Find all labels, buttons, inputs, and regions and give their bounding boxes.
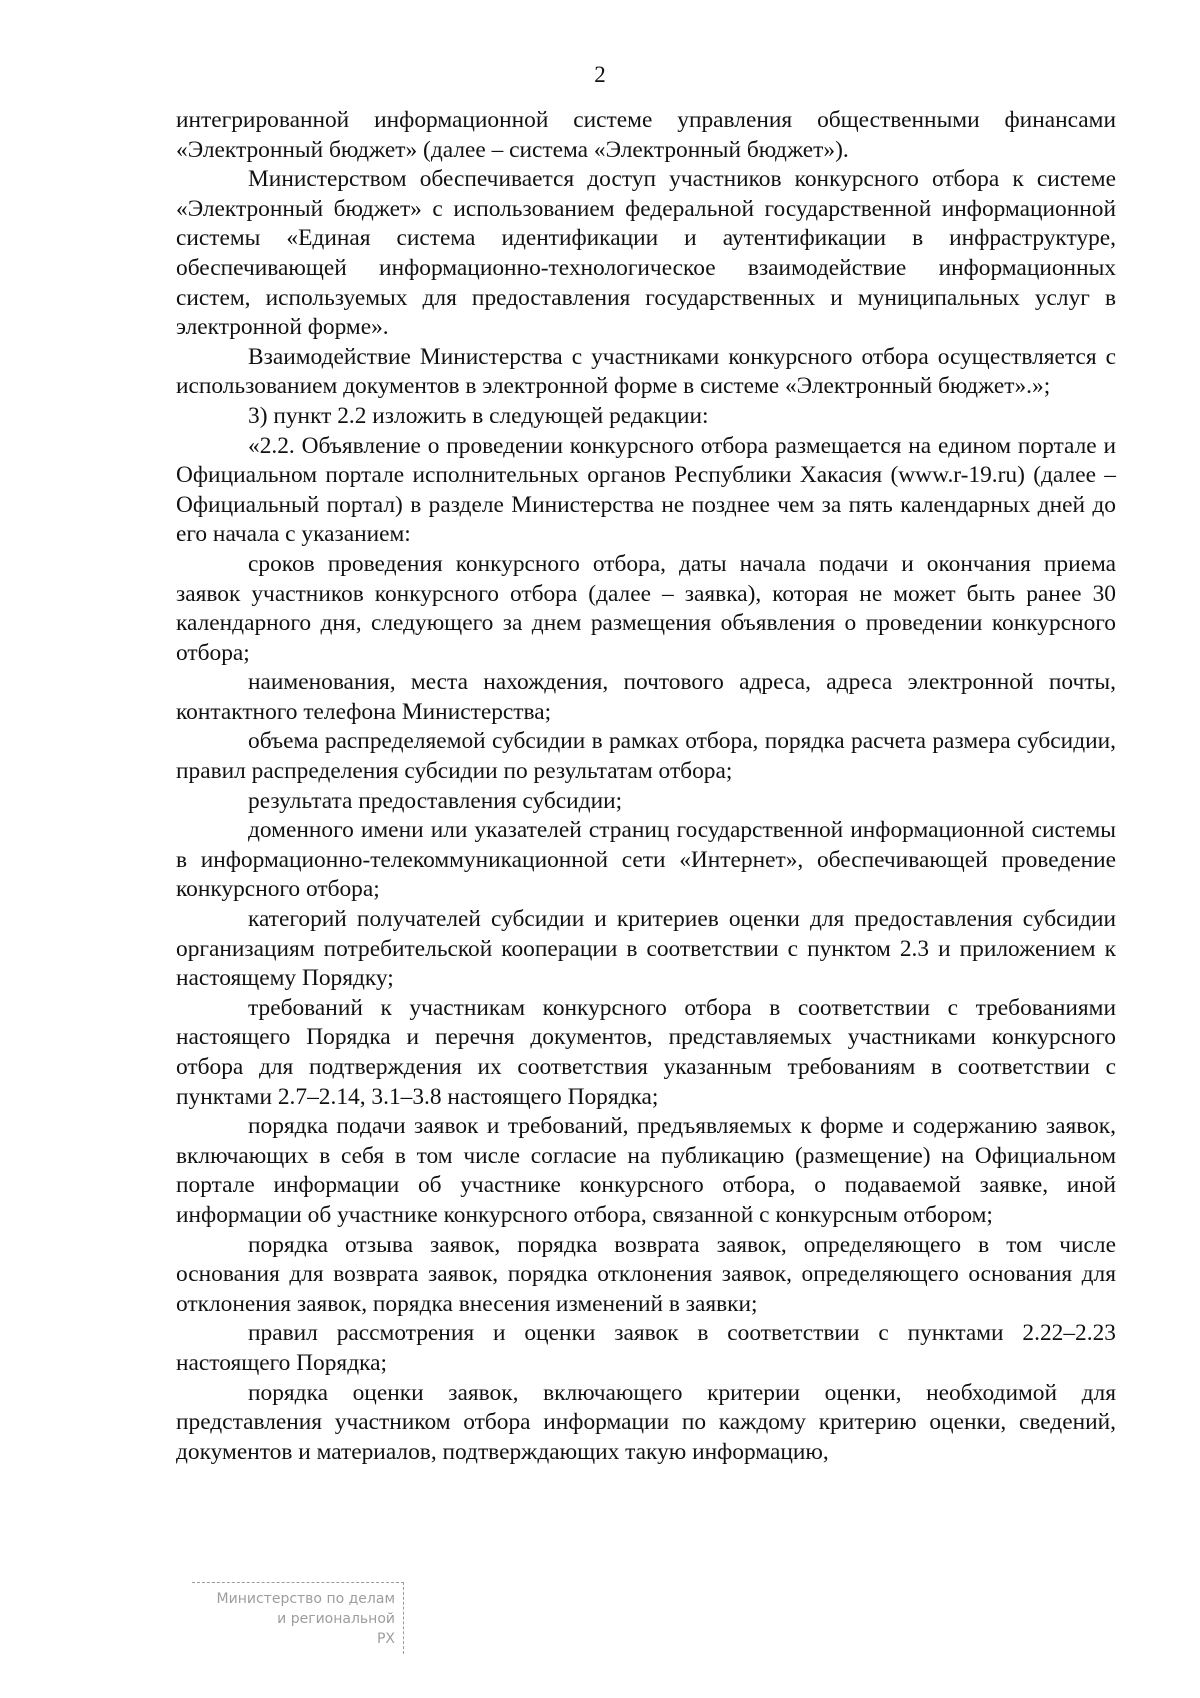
- paragraph: «2.2. Объявление о проведении конкурсного отбора размещается на едином портале и Официальном портале исполнительных органов Республики Хакасия (www.r-19.ru) (далее – Официальный портал) в разделе Министерства не позднее чем за пять календарных дней до его начала с указанием:: [176, 432, 1116, 548]
- paragraph: порядка подачи заявок и требований, предъявляемых к форме и содержанию заявок, включающих в себя в том числе согласие на публикацию (размещение) на Официальном портале информации об участнике конкурсного отбора, о подаваемой заявке, иной информации об участнике конкурсного отбора, связанной с конкурсным отбором;: [176, 1113, 1116, 1228]
- stamp-line: Министерство по делам: [216, 1591, 395, 1607]
- page-number: 2: [594, 62, 606, 87]
- registration-stamp: [192, 1582, 404, 1654]
- paragraph: объема распределяемой субсидии в рамках отбора, порядка расчета размера субсидии, правил распределения субсидии по результатам отбора;: [176, 728, 1116, 785]
- paragraph: Взаимодействие Министерства с участниками конкурсного отбора осуществляется с использованием документов в электронной форме в системе «Электронный бюджет».»;: [176, 343, 1116, 400]
- paragraph: 3) пункт 2.2 изложить в следующей редакции:: [248, 402, 709, 429]
- stamp-line: РХ: [376, 1631, 395, 1647]
- paragraph: доменного имени или указателей страниц государственной информационной системы в информационно-телекоммуникационной сети «Интернет», обеспечивающей проведение конкурсного отбора;: [176, 817, 1116, 903]
- paragraph: категорий получателей субсидии и критериев оценки для предоставления субсидии организациям потребительской кооперации в соответствии с пунктом 2.3 и приложением к настоящему Порядку;: [176, 906, 1116, 992]
- stamp-line: и региональной: [277, 1611, 395, 1627]
- paragraph: требований к участникам конкурсного отбора в соответствии с требованиями настоящего Порядка и перечня документов, представляемых участниками конкурсного отбора для подтверждения их соответствия указанным требованиям в соответствии с пунктами 2.7–2.14, 3.1–3.8 настоящего Порядка;: [176, 994, 1116, 1110]
- paragraph: правил рассмотрения и оценки заявок в соответствии с пунктами 2.22–2.23 настоящего Порядка;: [176, 1320, 1116, 1376]
- paragraph: интегрированной информационной системе управления общественными финансами «Электронный бюджет» (далее – система «Электронный бюджет»).: [176, 107, 1116, 163]
- paragraph: сроков проведения конкурсного отбора, даты начала подачи и окончания приема заявок участников конкурсного отбора (далее – заявка), которая не может быть ранее 30 календарного дня, следующего за днем размещения объявления о проведении конкурсного отбора;: [176, 550, 1116, 666]
- paragraph: наименования, места нахождения, почтового адреса, адреса электронной почты, контактного телефона Министерства;: [176, 669, 1116, 725]
- paragraph: порядка оценки заявок, включающего критерии оценки, необходимой для представления участником отбора информации по каждому критерию оценки, сведений, документов и материалов, подтверждающих такую информацию,: [176, 1379, 1116, 1465]
- paragraph: результата предоставления субсидии;: [248, 787, 623, 814]
- paragraph: Министерством обеспечивается доступ участников конкурсного отбора к системе «Электронный бюджет» с использованием федеральной государственной информационной системы «Единая система идентификации и аутентификации в инфраструктуре, обеспечивающей информационно-технологическое взаимодействие информационных систем, используемых для предоставления государственных и муниципальных услуг в электронной форме».: [176, 166, 1116, 341]
- document-body: [176, 106, 1116, 1467]
- paragraph: порядка отзыва заявок, порядка возврата заявок, определяющего в том числе основания для возврата заявок, порядка отклонения заявок, определяющего основания для отклонения заявок, порядка внесения изменений в заявки;: [176, 1231, 1116, 1317]
